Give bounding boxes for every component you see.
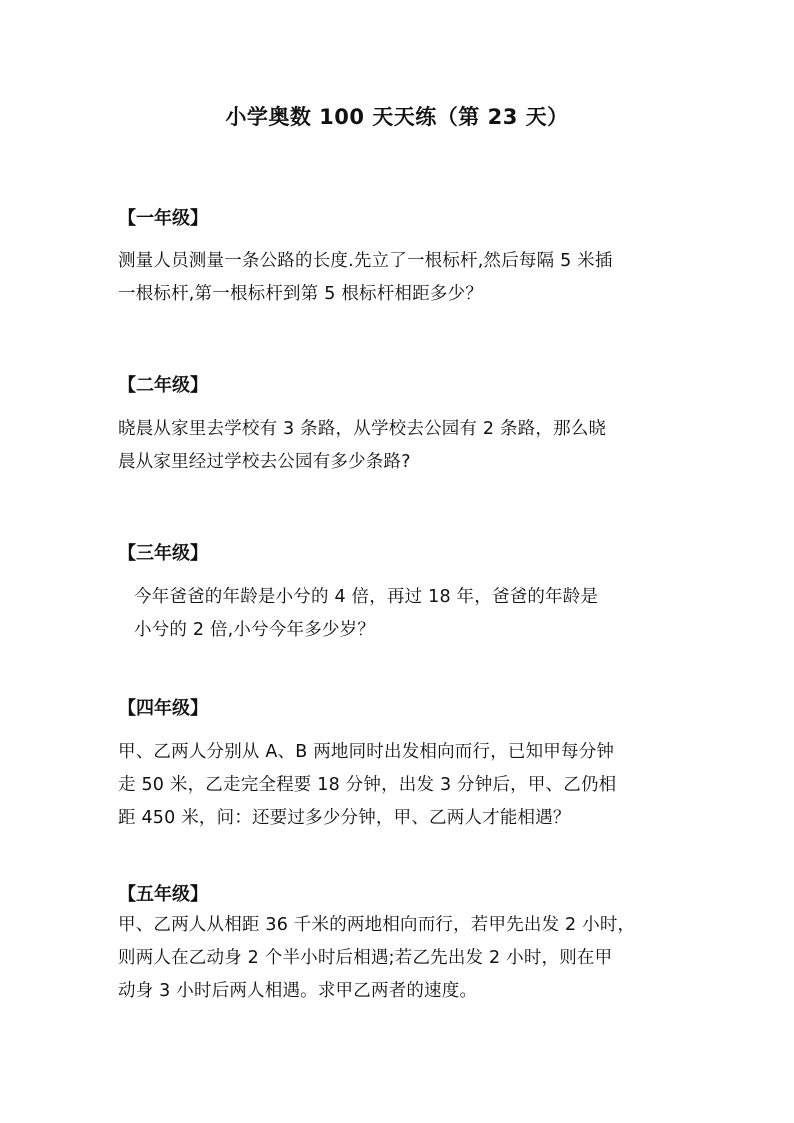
section-question-grade-3 bbox=[134, 581, 694, 647]
section-question-grade-2 bbox=[118, 413, 678, 479]
question-line: 甲、乙两人从相距 36 千米的两地相向而行，若甲先出发 2 小时， bbox=[118, 915, 636, 935]
question-line: 距 450 米，问：还要过多少分钟，甲、乙两人才能相遇？ bbox=[118, 808, 571, 828]
question-line: 甲、乙两人分别从 A、B 两地同时出发相向而行，已知甲每分钟 bbox=[118, 742, 615, 762]
question-line: 晓晨从家里去学校有 3 条路，从学校去公园有 2 条路，那么晓 bbox=[118, 419, 607, 439]
section-question-grade-4 bbox=[118, 736, 678, 835]
question-line: 晨从家里经过学校去公园有多少条路? bbox=[118, 452, 411, 472]
section-heading-grade-2: 【二年级】 bbox=[118, 375, 208, 396]
section-heading-grade-1: 【一年级】 bbox=[118, 208, 208, 229]
question-line: 一根标杆,第一根标杆到第 5 根标杆相距多少？ bbox=[118, 284, 483, 304]
question-line: 走 50 米，乙走完全程要 18 分钟，出发 3 分钟后，甲、乙仍相 bbox=[118, 775, 617, 795]
question-line: 动身 3 小时后两人相遇。求甲乙两者的速度。 bbox=[118, 981, 478, 1001]
question-line: 测量人员测量一条公路的长度.先立了一根标杆,然后每隔 5 米插 bbox=[118, 251, 613, 271]
question-line: 今年爸爸的年龄是小兮的 4 倍，再过 18 年，爸爸的年龄是 bbox=[134, 587, 599, 607]
section-question-grade-1 bbox=[118, 245, 678, 311]
section-heading-grade-5: 【五年级】 bbox=[118, 884, 208, 905]
question-line: 小兮的 2 倍,小兮今年多少岁？ bbox=[134, 620, 376, 640]
section-heading-grade-4: 【四年级】 bbox=[118, 698, 208, 719]
question-line: 则两人在乙动身 2 个半小时后相遇;若乙先出发 2 小时，则在甲 bbox=[118, 948, 613, 968]
section-heading-grade-3: 【三年级】 bbox=[118, 543, 208, 564]
page-title: 小学奥数 100 天天练（第 23 天） bbox=[225, 105, 569, 129]
section-question-grade-5 bbox=[118, 909, 678, 1008]
